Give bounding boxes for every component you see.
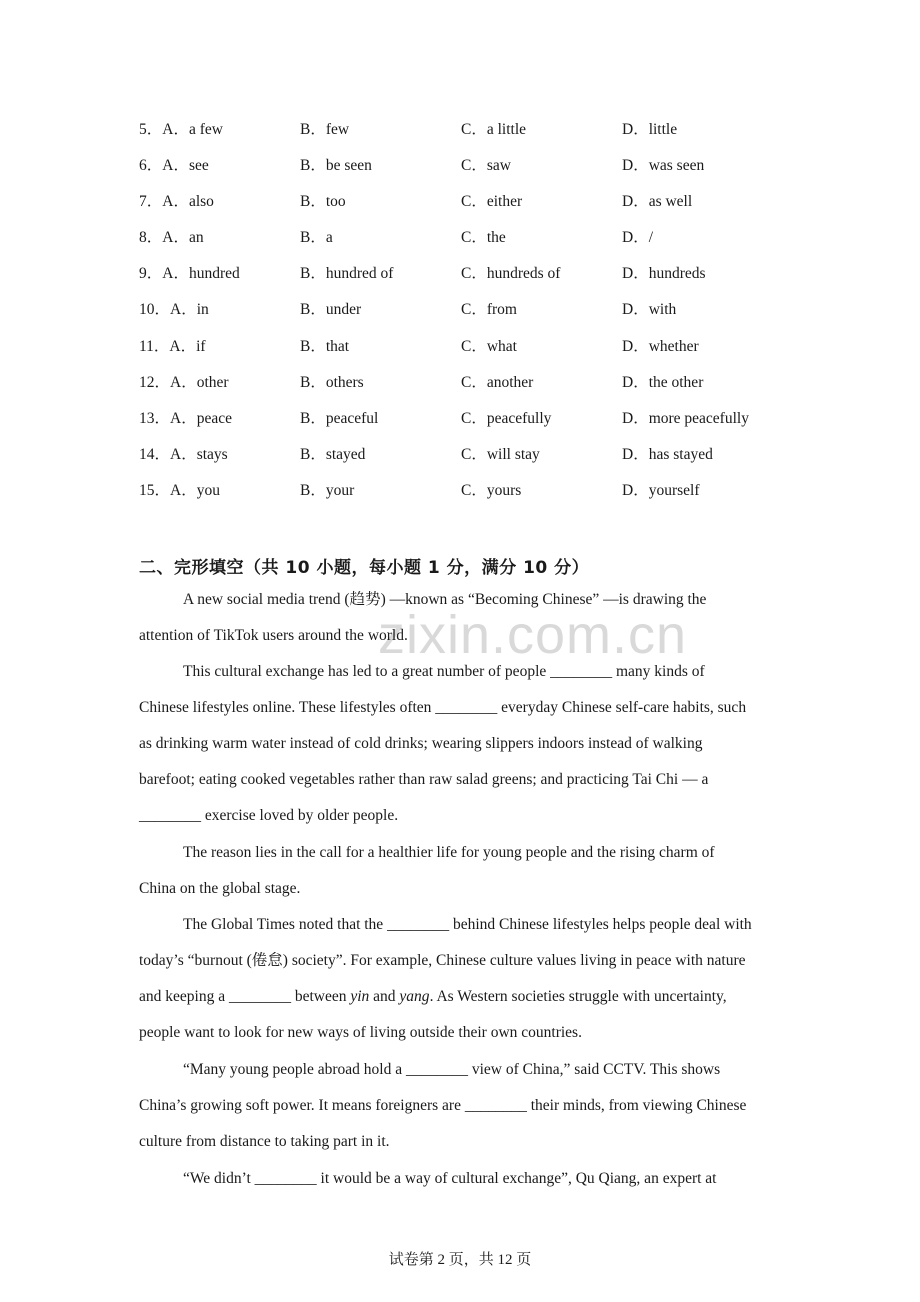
option-a: 15．A．you [139,482,220,499]
watermark: zixin.com.cn [378,605,688,665]
passage-line: ________ exercise loved by older people. [139,807,399,824]
option-c: C．either [461,193,523,210]
passage-line: culture from distance to taking part in it. [139,1133,390,1150]
option-b: B．your [300,482,355,499]
option-row-13 [139,409,819,445]
text-segment: . As Western societies struggle with uncertainty, [429,988,727,1005]
option-d: D．as well [622,193,693,210]
option-d: D．has stayed [622,446,713,463]
option-c: C．the [461,229,506,246]
italic-term-yin: yin [350,988,370,1005]
option-a: 12．A．other [139,374,229,391]
option-b: B．that [300,338,350,355]
option-a: 10．A．in [139,301,209,318]
option-b: B．others [300,374,364,391]
option-d: D．was seen [622,157,705,174]
option-a: 5．A．a few [139,121,223,138]
option-c: C．another [461,374,534,391]
option-c: C．hundreds of [461,265,561,282]
italic-term-yang: yang [399,988,430,1005]
option-a: 11．A．if [139,338,206,355]
passage-line: “Many young people abroad hold a ________ view of China,” said CCTV. This shows [183,1061,721,1078]
passage-line: barefoot; eating cooked vegetables rather than raw salad greens; and practicing Tai Chi — a [139,771,709,788]
text-segment: and keeping a ________ between [139,988,351,1005]
option-d: D．little [622,121,678,138]
page-footer: 试卷第 2 页，共 12 页 [388,1252,532,1268]
option-d: D．/ [622,229,654,246]
passage-line: people want to look for new ways of living outside their own countries. [139,1024,582,1041]
option-c: C．will stay [461,446,540,463]
option-row-12 [139,373,819,409]
option-row-11 [139,337,819,373]
passage-line: China on the global stage. [139,880,301,897]
passage-line: Chinese lifestyles online. These lifestyles often ________ everyday Chinese self-care habits, such [139,699,747,716]
option-b: B．under [300,301,362,318]
option-row-14 [139,445,819,481]
option-c: C．what [461,338,517,355]
passage-line [139,987,727,1007]
option-row-6 [139,156,819,192]
option-a: 8．A．an [139,229,204,246]
option-b: B．hundred of [300,265,394,282]
option-b: B．a [300,229,333,246]
section-title: 二、完形填空（共 10 小题，每小题 1 分，满分 10 分） [139,558,590,578]
option-c: C．saw [461,157,511,174]
option-b: B．too [300,193,346,210]
option-row-9 [139,264,819,300]
option-c: C．yours [461,482,522,499]
passage-line: The Global Times noted that the ________ behind Chinese lifestyles helps people deal with [183,916,752,933]
passage-line: “We didn’t ________ it would be a way of cultural exchange”, Qu Qiang, an expert at [183,1170,717,1187]
option-row-15 [139,481,819,517]
option-row-10 [139,300,819,336]
option-d: D．more peacefully [622,410,749,427]
option-b: B．few [300,121,350,138]
option-b: B．stayed [300,446,366,463]
passage-line: A new social media trend (趋势) —known as “Becoming Chinese” —is drawing the [183,591,707,608]
option-row-7 [139,192,819,228]
option-b: B．peaceful [300,410,379,427]
option-c: C．a little [461,121,527,138]
option-d: D．with [622,301,677,318]
option-row-5 [139,120,819,156]
text-segment: and [369,988,400,1005]
passage-line: The reason lies in the call for a healthier life for young people and the rising charm of [183,844,715,861]
passage-line: This cultural exchange has led to a great number of people ________ many kinds of [183,663,705,680]
option-b: B．be seen [300,157,372,174]
option-row-8 [139,228,819,264]
option-d: D．whether [622,338,699,355]
option-a: 9．A．hundred [139,265,240,282]
option-a: 6．A．see [139,157,209,174]
passage-line: China’s growing soft power. It means foreigners are ________ their minds, from viewing Chinese [139,1097,747,1114]
passage-line: today’s “burnout (倦怠) society”. For example, Chinese culture values living in peace with nature [139,952,746,969]
option-a: 14．A．stays [139,446,228,463]
option-c: C．from [461,301,517,318]
passage-line: as drinking warm water instead of cold drinks; wearing slippers indoors instead of walking [139,735,703,752]
option-d: D．the other [622,374,704,391]
option-c: C．peacefully [461,410,552,427]
passage-line: attention of TikTok users around the world. [139,627,408,644]
option-a: 7．A．also [139,193,214,210]
option-a: 13．A．peace [139,410,232,427]
option-d: D．hundreds [622,265,706,282]
option-d: D．yourself [622,482,700,499]
